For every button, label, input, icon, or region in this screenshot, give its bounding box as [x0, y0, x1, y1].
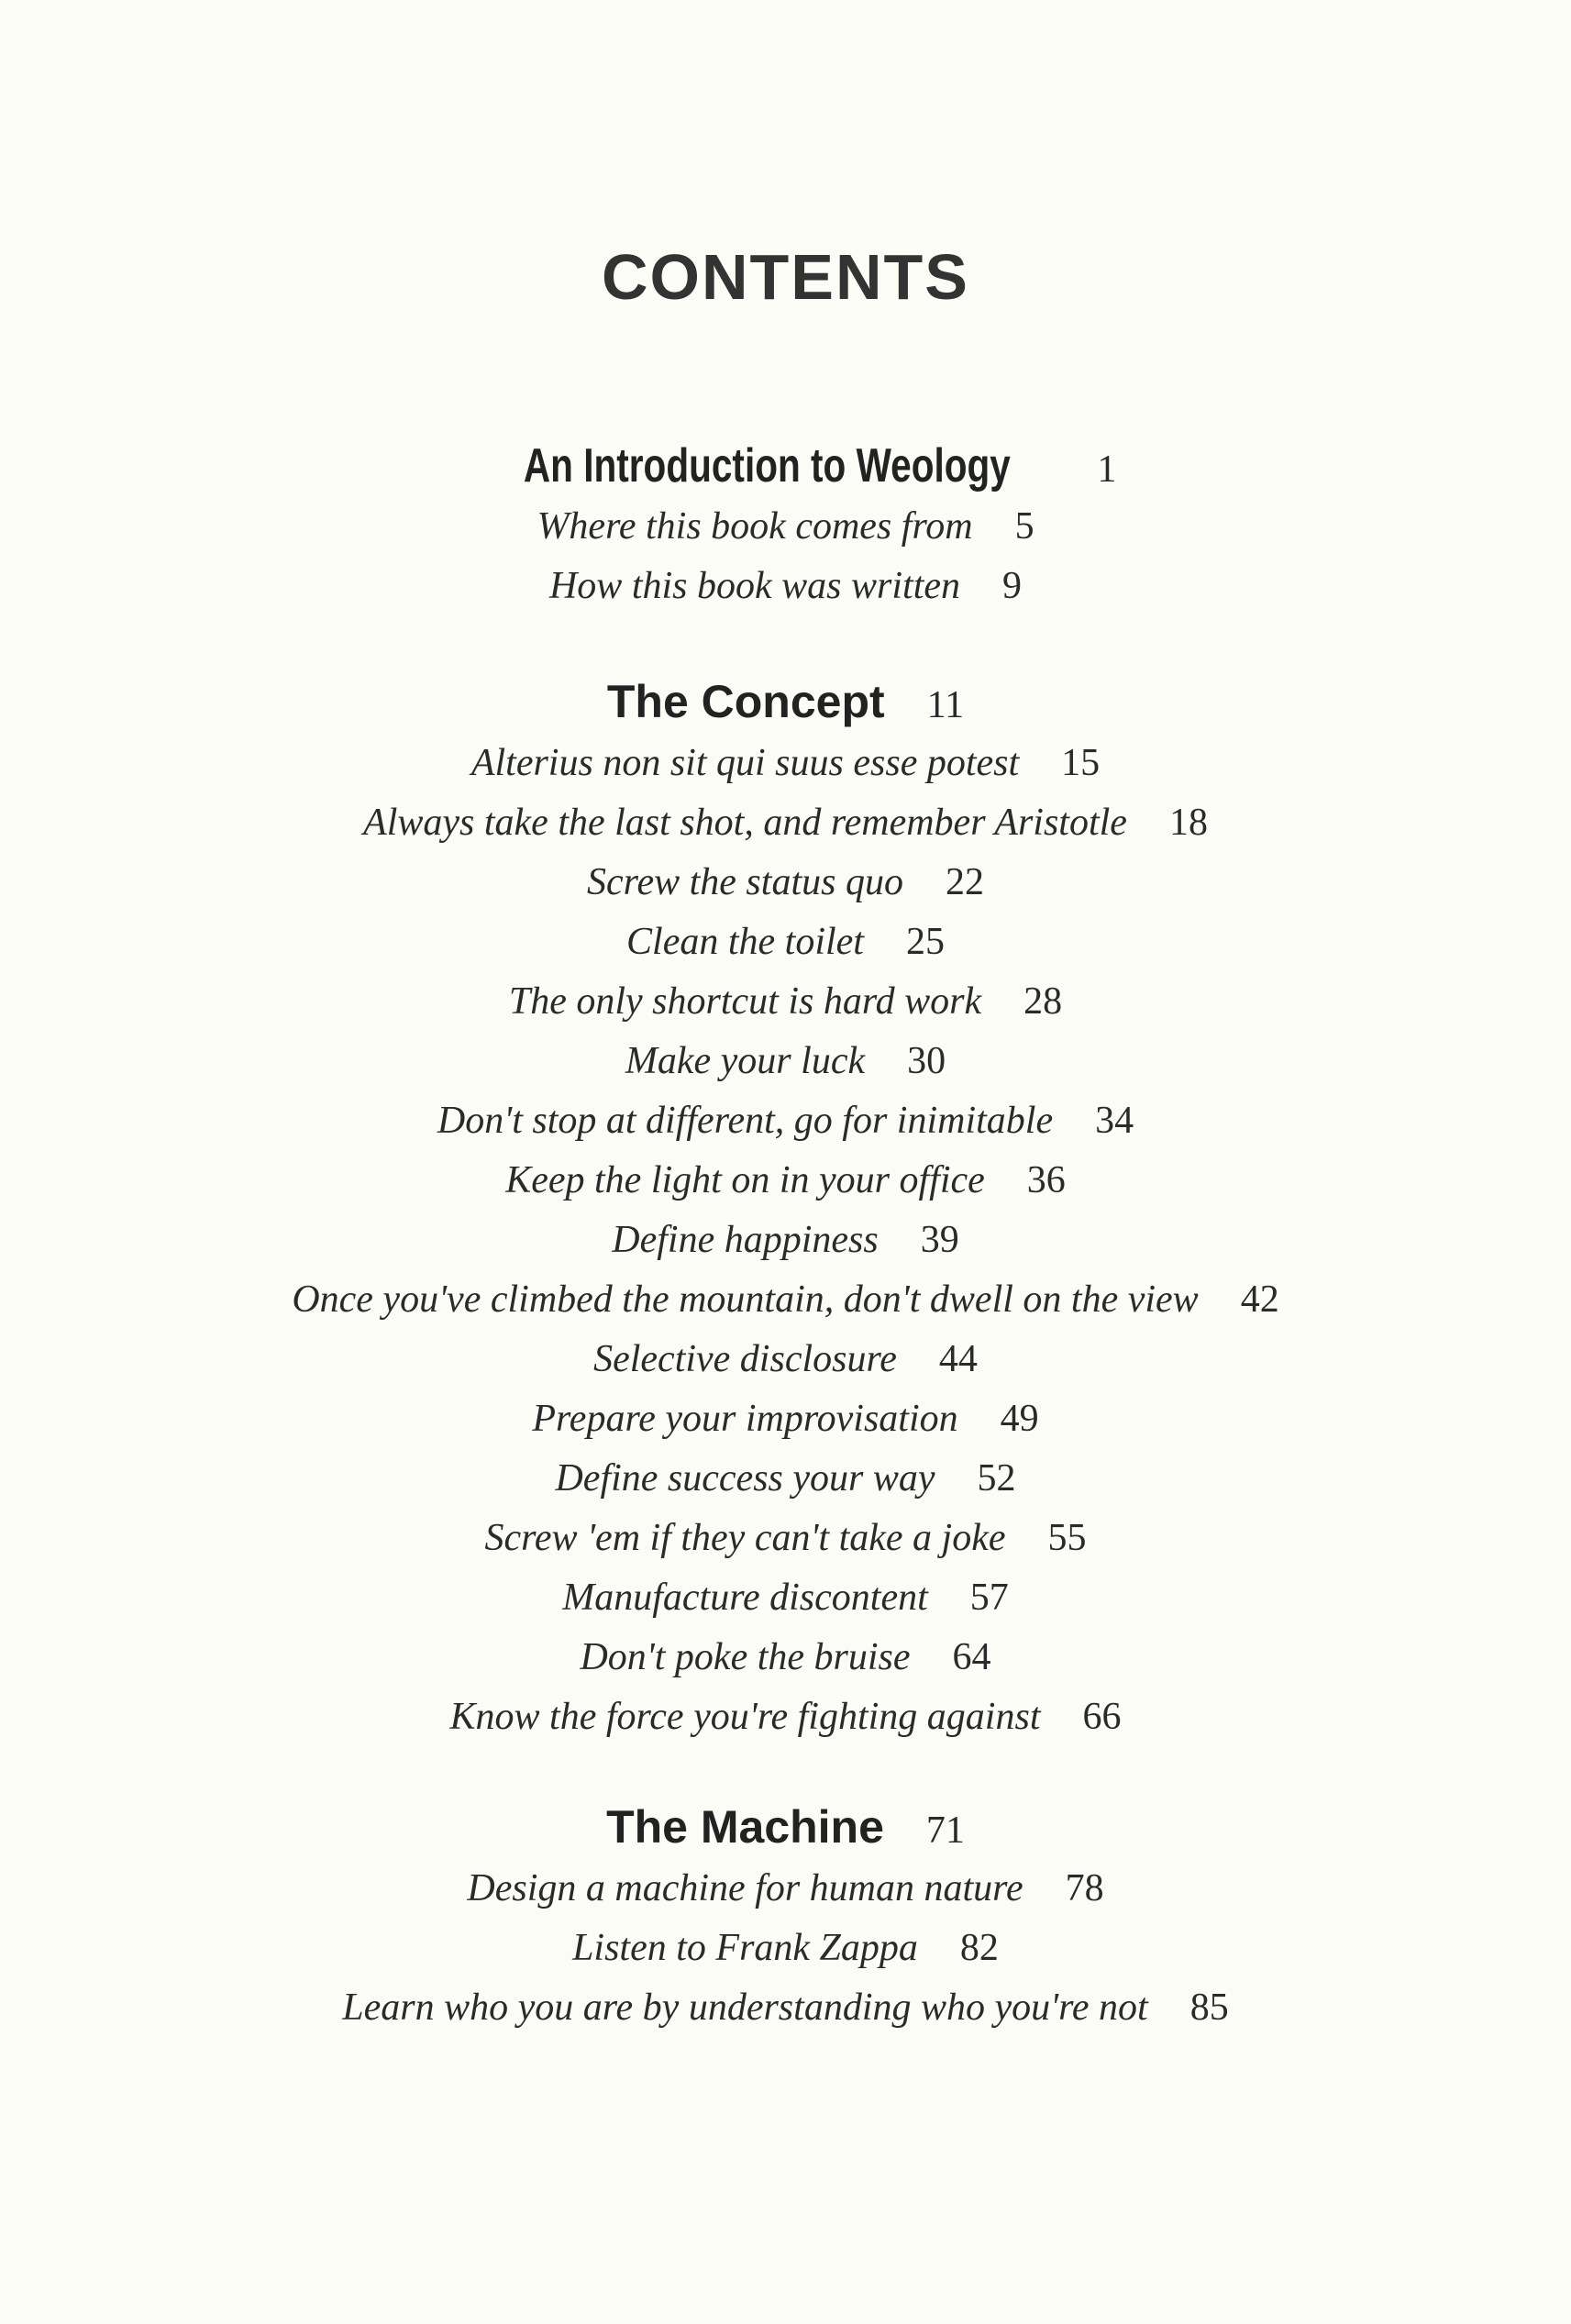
toc-entry	[0, 1866, 1571, 1910]
page-number: 44	[938, 1338, 978, 1380]
page-number: 34	[1095, 1100, 1134, 1142]
page-number: 49	[1000, 1398, 1039, 1440]
entry-title: Define happiness	[612, 1219, 879, 1261]
toc-entry	[0, 564, 1571, 608]
page-number: 55	[1047, 1517, 1087, 1559]
section-title: The Machine	[606, 1801, 884, 1853]
toc-entry	[0, 1218, 1571, 1262]
page-number: 39	[920, 1219, 959, 1261]
entry-title: Keep the light on in your office	[505, 1159, 985, 1201]
page-number: 71	[925, 1809, 965, 1852]
page-number: 28	[1023, 980, 1063, 1023]
toc-entry	[0, 860, 1571, 904]
page-title: CONTENTS	[602, 241, 969, 313]
entry-title: Manufacture discontent	[562, 1577, 928, 1619]
entry-title: Selective disclosure	[593, 1338, 897, 1380]
page-number: 30	[907, 1040, 946, 1082]
entry-title: Always take the last shot, and remember Aristotle	[363, 802, 1127, 844]
page-number: 52	[977, 1457, 1016, 1500]
entry-title: Alterius non sit qui suus esse potest	[470, 742, 1020, 784]
toc-entry	[0, 1337, 1571, 1381]
entry-title: Design a machine for human nature	[467, 1867, 1023, 1909]
page-number: 22	[945, 861, 984, 903]
entry-title: Once you've climbed the mountain, don't dwell on the view	[292, 1278, 1199, 1321]
page-number: 25	[905, 921, 945, 963]
page-number: 36	[1026, 1159, 1066, 1201]
toc-entry	[0, 1635, 1571, 1679]
entry-title: How this book was written	[548, 565, 961, 607]
toc-entry	[0, 1039, 1571, 1083]
page-number: 82	[959, 1927, 999, 1969]
page-number: 15	[1061, 742, 1101, 784]
page-number: 78	[1065, 1867, 1104, 1909]
entry-title: Screw the status quo	[587, 861, 903, 903]
toc-entry	[0, 1278, 1571, 1322]
toc-entry	[0, 504, 1571, 548]
toc-section-heading	[0, 438, 1571, 493]
toc-entry	[0, 920, 1571, 964]
toc-entry	[0, 1986, 1571, 2030]
section-title: An Introduction to Weology	[523, 439, 1011, 492]
entry-title: Learn who you are by understanding who you're not	[342, 1986, 1148, 2029]
page-number: 5	[1014, 505, 1034, 548]
entry-title: Know the force you're fighting against	[449, 1696, 1041, 1738]
page-number: 42	[1240, 1278, 1279, 1321]
toc-entry	[0, 1456, 1571, 1500]
page-number: 9	[1002, 565, 1023, 607]
toc-entry	[0, 1926, 1571, 1970]
entry-title: Clean the toilet	[626, 921, 864, 963]
entry-title: Make your luck	[625, 1040, 866, 1082]
section-title: The Concept	[606, 676, 885, 727]
toc-section-heading	[0, 675, 1571, 728]
toc-entry	[0, 1516, 1571, 1560]
toc-entry	[0, 1397, 1571, 1441]
page-number: 57	[969, 1577, 1009, 1619]
toc-entry	[0, 1099, 1571, 1143]
toc-entry	[0, 1576, 1571, 1620]
entry-title: Define success your way	[555, 1457, 935, 1500]
toc-entry	[0, 1695, 1571, 1739]
toc-entry	[0, 741, 1571, 785]
entry-title: Where this book comes from	[537, 505, 973, 548]
entry-title: Prepare your improvisation	[532, 1398, 958, 1440]
page-number: 18	[1168, 802, 1208, 844]
entry-title: Listen to Frank Zappa	[572, 1927, 918, 1969]
entry-title: Don't poke the bruise	[580, 1636, 911, 1678]
toc-section-heading	[0, 1800, 1571, 1854]
toc-entry	[0, 979, 1571, 1024]
page-number: 64	[952, 1636, 991, 1678]
toc-entry	[0, 1158, 1571, 1202]
toc-entry	[0, 801, 1571, 845]
page-number: 85	[1189, 1986, 1229, 2029]
page-number: 66	[1082, 1696, 1122, 1738]
entry-title: Screw 'em if they can't take a joke	[484, 1517, 1006, 1559]
entry-title: The only shortcut is hard work	[508, 980, 982, 1023]
entry-title: Don't stop at different, go for inimitable	[437, 1100, 1054, 1142]
page-number: 1	[1097, 448, 1117, 491]
page-number: 11	[926, 684, 965, 726]
